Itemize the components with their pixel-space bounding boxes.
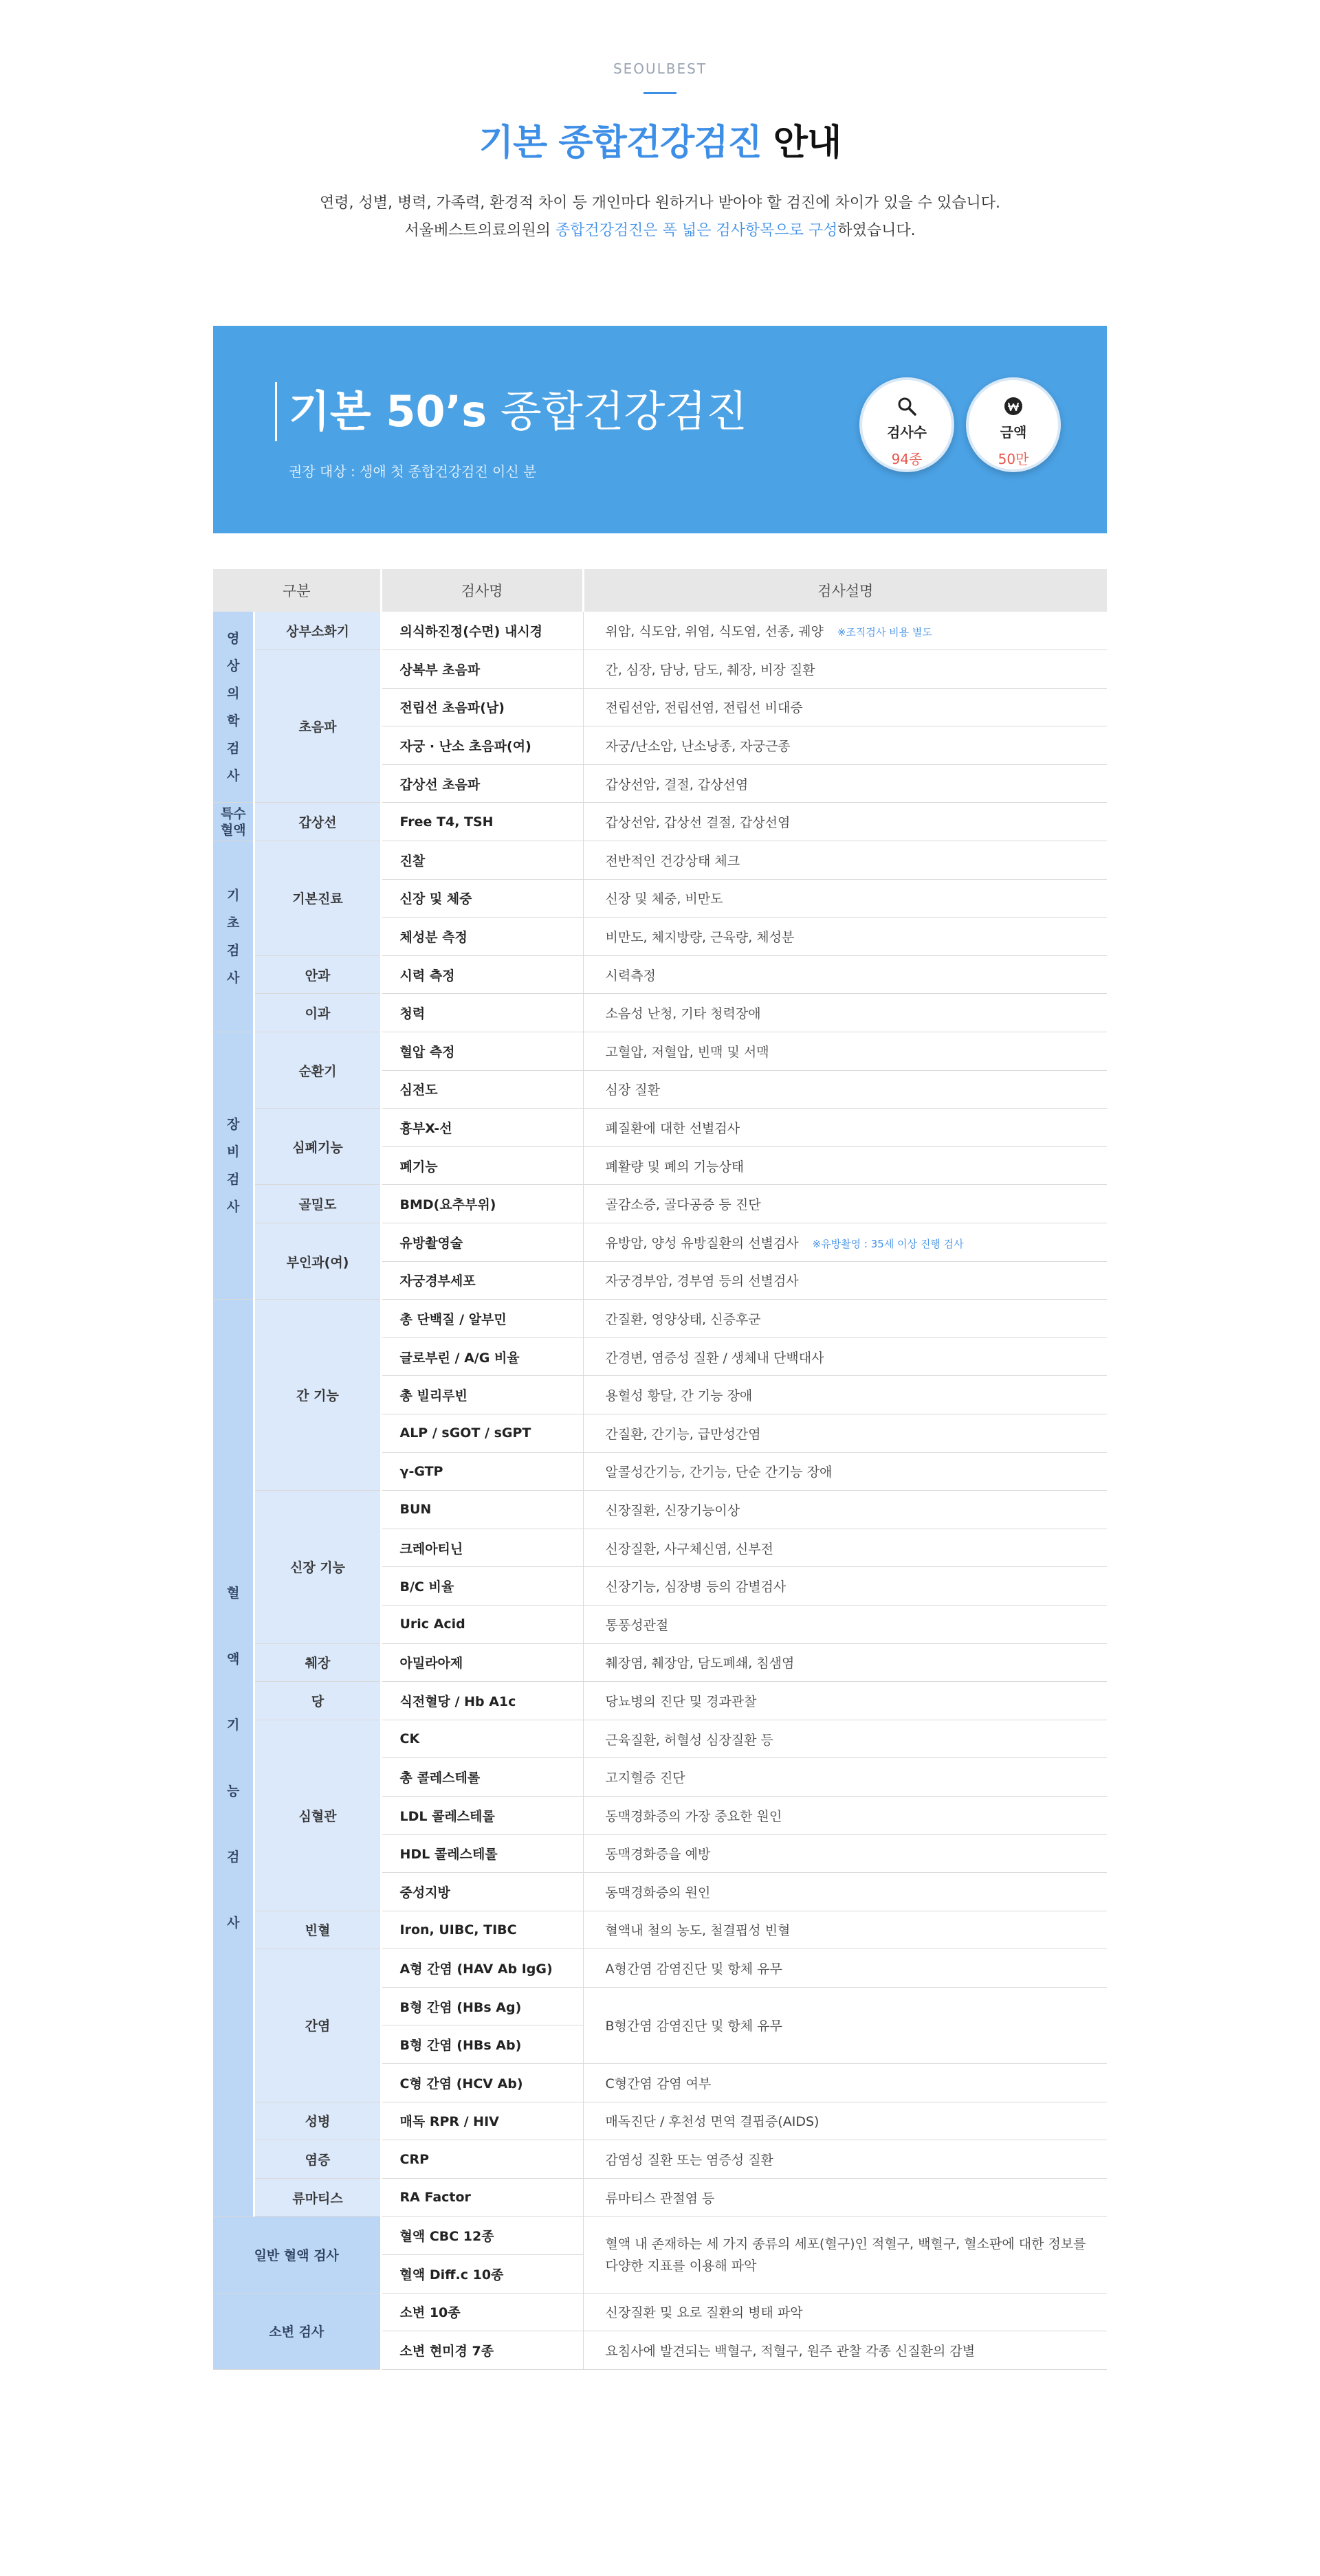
exam-name: 심전도: [381, 1070, 583, 1109]
sub-std: 성병: [254, 2102, 381, 2140]
table-row: [213, 2293, 1107, 2331]
sub-otology: 이과: [254, 994, 381, 1032]
exam-name: C형 간염 (HCV Ab): [381, 2064, 583, 2102]
table-row: [213, 803, 1107, 841]
exam-name: Iron, UIBC, TIBC: [381, 1911, 583, 1949]
exam-name: 매독 RPR / HIV: [381, 2102, 583, 2140]
exam-desc: 용혈성 황달, 간 기능 장애: [583, 1376, 1107, 1414]
exam-desc: C형간염 감염 여부: [583, 2064, 1107, 2102]
exam-desc: 갑상선암, 갑상선 결절, 갑상선염: [583, 803, 1107, 841]
exam-desc: 동맥경화증을 예방: [583, 1834, 1107, 1873]
exam-desc: 간, 심장, 담낭, 담도, 췌장, 비장 질환: [583, 650, 1107, 689]
exam-name: BMD(요추부위): [381, 1185, 583, 1223]
exam-desc: 혈액내 철의 농도, 철결핍성 빈혈: [583, 1911, 1107, 1949]
exam-desc: 췌장염, 췌장암, 담도폐쇄, 침샘염: [583, 1643, 1107, 1682]
exam-name: 중성지방: [381, 1873, 583, 1911]
exam-name: 혈액 Diff.c 10종: [381, 2255, 583, 2294]
exam-desc: 전반적인 건강상태 체크: [583, 841, 1107, 880]
table-row: [213, 955, 1107, 994]
table-row: [213, 1032, 1107, 1071]
exam-name: B/C 비율: [381, 1567, 583, 1606]
package-banner: [213, 326, 1107, 533]
page-title-suffix: 안내: [773, 122, 842, 164]
exam-name: 갑상선 초음파: [381, 764, 583, 803]
exam-desc: 심장 질환: [583, 1070, 1107, 1109]
exam-desc: [583, 1223, 1107, 1262]
intro-section: [0, 0, 1320, 245]
intro-text: [0, 190, 1320, 245]
exam-desc: 요침사에 발견되는 백혈구, 적혈구, 원주 관찰 각종 신질환의 감별: [583, 2331, 1107, 2370]
exam-name: 전립선 초음파(남): [381, 688, 583, 726]
sub-pancreas: 췌장: [254, 1643, 381, 1682]
sub-ultrasound: 초음파: [254, 650, 381, 803]
table-row: [213, 1949, 1107, 1988]
table-row: [213, 994, 1107, 1032]
exam-name: Uric Acid: [381, 1605, 583, 1643]
exam-name: B형 간염 (HBs Ab): [381, 2025, 583, 2064]
exam-name: 글로부린 / A/G 비율: [381, 1337, 583, 1376]
exam-desc: 신장질환, 신장기능이상: [583, 1491, 1107, 1529]
exam-desc: 류마티스 관절염 등: [583, 2178, 1107, 2217]
exam-desc: 갑상선암, 결절, 갑상선염: [583, 764, 1107, 803]
exam-desc: 자궁/난소암, 난소낭종, 자궁근종: [583, 726, 1107, 765]
exam-name: 폐기능: [381, 1146, 583, 1185]
exam-desc: 간질환, 간기능, 급만성간염: [583, 1414, 1107, 1452]
sub-gynecology: 부인과(여): [254, 1223, 381, 1300]
exam-desc-text: 유방암, 양성 유방질환의 선별검사: [605, 1235, 799, 1251]
table-row: [213, 1185, 1107, 1223]
search-icon: [896, 395, 918, 417]
header-category: 구분: [213, 569, 381, 612]
exam-desc: 신장 및 체중, 비만도: [583, 879, 1107, 918]
exam-name: RA Factor: [381, 2178, 583, 2217]
group-basic: 기 초 검 사: [213, 841, 254, 1032]
exam-name: 흉부X-선: [381, 1109, 583, 1147]
group-urine: 소변 검사: [213, 2293, 381, 2369]
price-badge: [966, 377, 1061, 472]
exam-desc: 시력측정: [583, 955, 1107, 994]
exam-name: 소변 현미경 7종: [381, 2331, 583, 2370]
intro-line-2-highlight: 종합건강검진은 폭 넓은 검사항목으로 구성: [555, 222, 838, 239]
sub-cardiovascular: 심혈관: [254, 1720, 381, 1911]
table-row: [213, 2178, 1107, 2217]
exam-name: 혈액 CBC 12종: [381, 2217, 583, 2255]
sub-basic-care: 기본진료: [254, 841, 381, 956]
exam-name: 진찰: [381, 841, 583, 880]
exam-desc: 근육질환, 허혈성 심장질환 등: [583, 1720, 1107, 1758]
exam-count-label: 검사수: [887, 424, 927, 441]
table-row: [213, 1223, 1107, 1262]
exam-name: ALP / sGOT / sGPT: [381, 1414, 583, 1452]
intro-line-2: [0, 217, 1320, 245]
table-row: [213, 1300, 1107, 1338]
exam-name: 식전혈당 / Hb A1c: [381, 1682, 583, 1720]
exam-desc: 당뇨병의 진단 및 경과관찰: [583, 1682, 1107, 1720]
header-exam-desc: 검사설명: [583, 569, 1107, 612]
sub-cardiopulmonary: 심폐기능: [254, 1109, 381, 1185]
table-row: [213, 1911, 1107, 1949]
exam-name: 혈압 측정: [381, 1032, 583, 1071]
sub-anemia: 빈혈: [254, 1911, 381, 1949]
intro-line-2-pre: 서울베스트의료의원의: [404, 222, 556, 239]
exam-desc: 통풍성관절: [583, 1605, 1107, 1643]
exam-desc: 자궁경부암, 경부염 등의 선별검사: [583, 1261, 1107, 1300]
group-imaging: 영 상 의 학 검 사: [213, 612, 254, 803]
exam-desc: [583, 612, 1107, 650]
exam-desc: 전립선암, 전립선염, 전립선 비대증: [583, 688, 1107, 726]
table-row: [213, 1643, 1107, 1682]
exam-name: 유방촬영술: [381, 1223, 583, 1262]
exam-desc: 신장기능, 심장병 등의 감별검사: [583, 1567, 1107, 1606]
exam-name: BUN: [381, 1491, 583, 1529]
table-header-row: [213, 569, 1107, 612]
exam-desc: 동맥경화증의 가장 중요한 원인: [583, 1796, 1107, 1834]
exam-desc: 혈액 내 존재하는 세 가지 종류의 세포(혈구)인 적혈구, 백혈구, 혈소판에 대한 정보를 다양한 지표를 이용해 파악: [583, 2217, 1107, 2293]
exam-name: 총 단백질 / 알부민: [381, 1300, 583, 1338]
exam-desc: 신장질환, 사구체신염, 신부전: [583, 1529, 1107, 1567]
table-row: [213, 1109, 1107, 1147]
group-blood-function: 혈 액 기 능 검 사: [213, 1300, 254, 2217]
package-title-light: 종합건강검진: [500, 386, 748, 436]
exam-name: A형 간염 (HAV Ab IgG): [381, 1949, 583, 1988]
exam-name: 총 콜레스테롤: [381, 1758, 583, 1797]
exam-desc: 골감소증, 골다공증 등 진단: [583, 1185, 1107, 1223]
page-title: [0, 113, 1320, 165]
table-row: [213, 2102, 1107, 2140]
package-title: [289, 385, 747, 438]
table-row: [213, 1720, 1107, 1758]
table-row: [213, 2140, 1107, 2179]
exam-name: 청력: [381, 994, 583, 1032]
sub-thyroid: 갑상선: [254, 803, 381, 841]
exam-desc: 감염성 질환 또는 염증성 질환: [583, 2140, 1107, 2179]
table-row: [213, 2217, 1107, 2255]
sub-rheumatism: 류마티스: [254, 2178, 381, 2217]
exam-name: HDL 콜레스테롤: [381, 1834, 583, 1873]
exam-desc: 동맥경화증의 원인: [583, 1873, 1107, 1911]
exam-count-value: 94종: [891, 451, 923, 467]
exam-name: 총 빌리루빈: [381, 1376, 583, 1414]
exam-desc-text: 위암, 식도암, 위염, 식도염, 선종, 궤양: [605, 624, 824, 640]
table-row: [213, 650, 1107, 689]
price-label: 금액: [1000, 424, 1027, 441]
group-special-blood: 특수 혈액: [213, 803, 254, 841]
sub-circulatory: 순환기: [254, 1032, 381, 1109]
exam-name: 자궁경부세포: [381, 1261, 583, 1300]
exam-name: 시력 측정: [381, 955, 583, 994]
exam-count-badge: [859, 377, 954, 472]
sub-liver-function: 간 기능: [254, 1300, 381, 1491]
exam-desc: 간경변, 염증성 질환 / 생체내 단백대사: [583, 1337, 1107, 1376]
sub-inflammation: 염증: [254, 2140, 381, 2179]
exam-desc: 비만도, 체지방량, 근육량, 체성분: [583, 918, 1107, 956]
exam-name: Free T4, TSH: [381, 803, 583, 841]
page-bottom-spacer: [0, 2370, 1320, 2576]
sub-glucose: 당: [254, 1682, 381, 1720]
sub-upper-gi: 상부소화기: [254, 612, 381, 650]
exam-name: 상복부 초음파: [381, 650, 583, 689]
group-general-blood: 일반 혈액 검사: [213, 2217, 381, 2293]
exam-name: 크레아티닌: [381, 1529, 583, 1567]
exam-desc: 신장질환 및 요로 질환의 병태 파악: [583, 2293, 1107, 2331]
exam-name: 소변 10종: [381, 2293, 583, 2331]
package-target: 권장 대상 : 생애 첫 종합건강검진 이신 분: [289, 463, 537, 480]
title-divider: [644, 92, 676, 94]
exam-name: 의식하진정(수면) 내시경: [381, 612, 583, 650]
sub-bone-density: 골밀도: [254, 1185, 381, 1223]
exam-name: CRP: [381, 2140, 583, 2179]
exam-desc: 폐활량 및 폐의 기능상태: [583, 1146, 1107, 1185]
header-exam-name: 검사명: [381, 569, 583, 612]
exam-name: 자궁 · 난소 초음파(여): [381, 726, 583, 765]
sub-ophthalmology: 안과: [254, 955, 381, 994]
exam-desc: 폐질환에 대한 선별검사: [583, 1109, 1107, 1147]
sub-kidney-function: 신장 기능: [254, 1491, 381, 1643]
exam-name: 신장 및 체중: [381, 879, 583, 918]
intro-line-1: 연령, 성별, 병력, 가족력, 환경적 차이 등 개인마다 원하거나 받아야 할 검진에 차이가 있을 수 있습니다.: [320, 195, 1000, 212]
exam-name: 체성분 측정: [381, 918, 583, 956]
banner-accent-bar: [275, 382, 277, 441]
exam-name: LDL 콜레스테롤: [381, 1796, 583, 1834]
group-equipment: 장 비 검 사: [213, 1032, 254, 1300]
table-row: [213, 1491, 1107, 1529]
exam-desc: 매독진단 / 후천성 면역 결핍증(AIDS): [583, 2102, 1107, 2140]
exam-note: ※유방촬영 : 35세 이상 진행 검사: [812, 1237, 964, 1250]
brand-label: SEOULBEST: [613, 60, 707, 77]
exam-desc: 알콜성간기능, 간기능, 단순 간기능 장애: [583, 1452, 1107, 1491]
won-coin-icon: [1002, 395, 1024, 417]
exam-desc: 간질환, 영양상태, 신증후군: [583, 1300, 1107, 1338]
exam-desc: B형간염 감염진단 및 항체 유무: [583, 1987, 1107, 2063]
exam-desc: 고지혈증 진단: [583, 1758, 1107, 1797]
exam-desc: 고혈압, 저혈압, 빈맥 및 서맥: [583, 1032, 1107, 1071]
table-row: [213, 612, 1107, 650]
package-title-bold: 기본 50’s: [289, 386, 487, 436]
page-title-highlight: 기본 종합건강검진: [478, 122, 762, 164]
exam-name: γ-GTP: [381, 1452, 583, 1491]
exam-name: 아밀라아제: [381, 1643, 583, 1682]
sub-hepatitis: 간염: [254, 1949, 381, 2102]
exam-note: ※조직검사 비용 별도: [837, 626, 932, 639]
exam-name: B형 간염 (HBs Ag): [381, 1987, 583, 2025]
exam-table: [213, 569, 1107, 2370]
table-row: [213, 1682, 1107, 1720]
exam-name: CK: [381, 1720, 583, 1758]
table-row: [213, 841, 1107, 880]
exam-desc: 소음성 난청, 기타 청력장애: [583, 994, 1107, 1032]
price-value: 50만: [998, 451, 1029, 467]
intro-line-2-post: 하였습니다.: [837, 222, 916, 239]
exam-desc: A형간염 감염진단 및 항체 유무: [583, 1949, 1107, 1988]
